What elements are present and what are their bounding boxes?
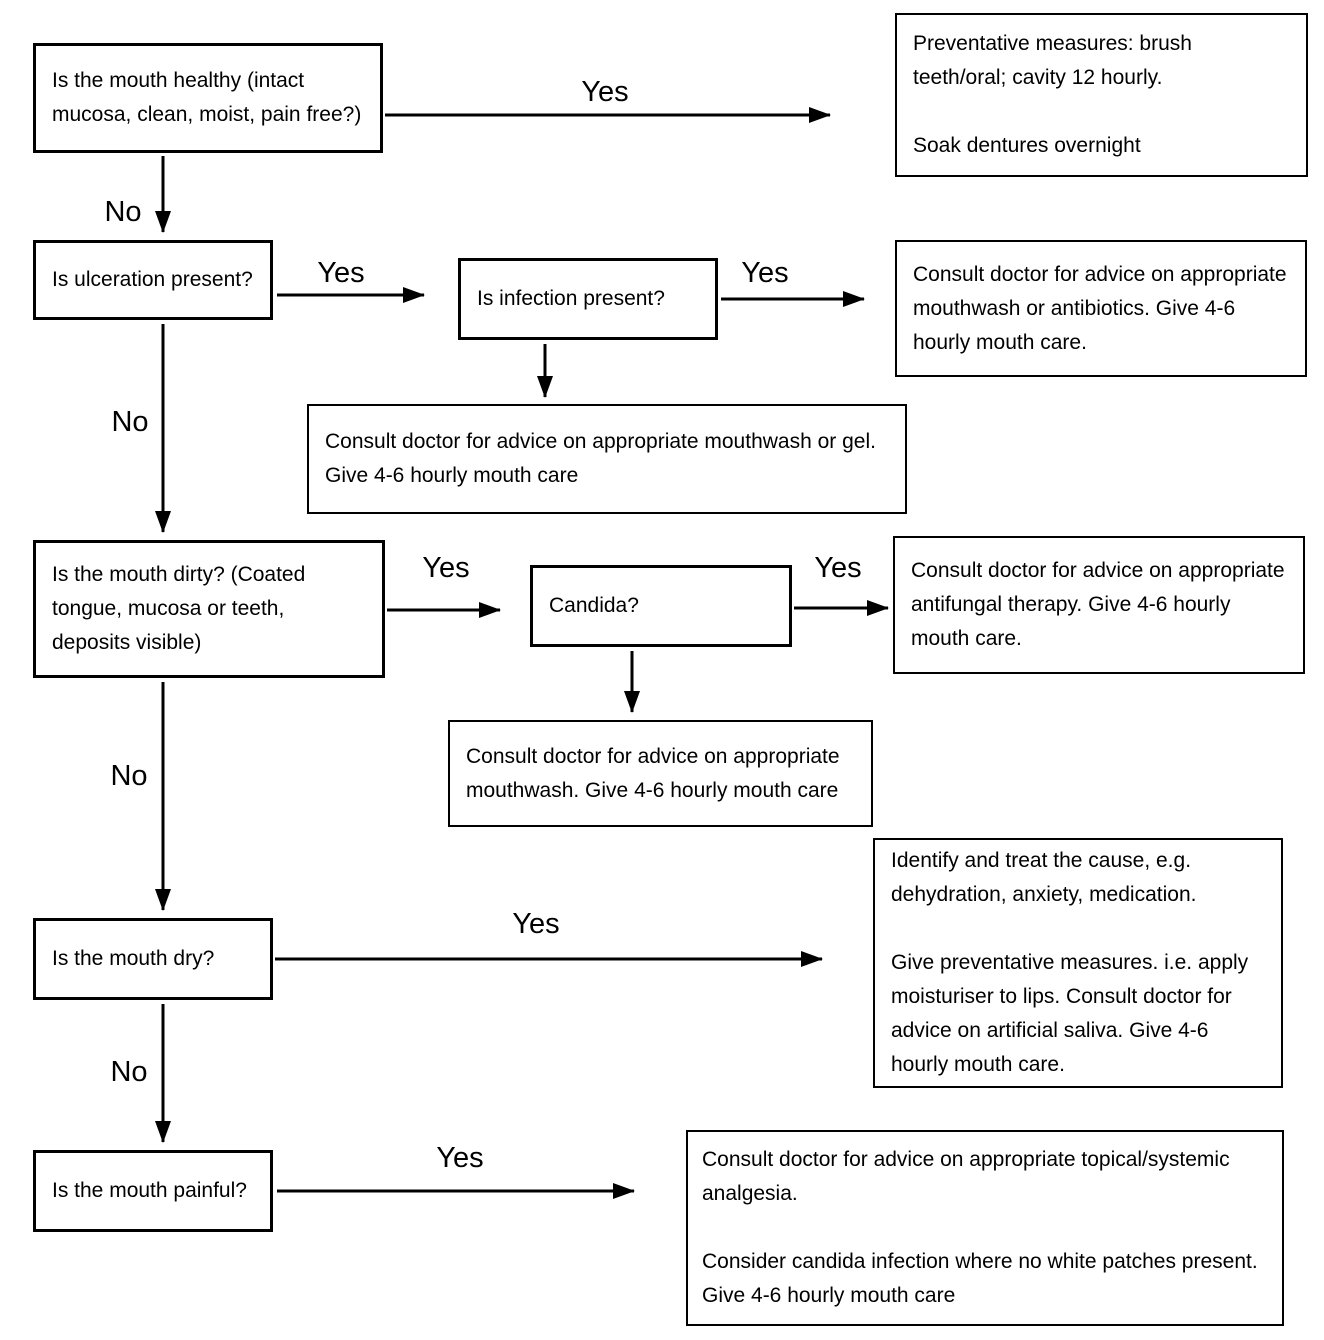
edge-label-dirty-no: No [110, 760, 148, 792]
outcome-candida-no [448, 720, 873, 827]
question-ulceration-text: Is ulceration present? [52, 268, 253, 291]
question-candida-text: Candida? [549, 594, 639, 617]
edge-label-dry-no: No [110, 1056, 148, 1088]
outcome-dry-yes-p2: Give preventative measures. i.e. apply moisturiser to lips. Consult doctor for advice on artificial saliva. Give 4-6 hourly mouth care. [891, 951, 1249, 1076]
edge-label-dirty-yes: Yes [422, 552, 470, 584]
question-mouth-dirty-text: Is the mouth dirty? (Coated tongue, mucosa or teeth, deposits visible) [52, 563, 306, 654]
question-mouth-healthy [33, 43, 383, 153]
edge-label-healthy-yes: Yes [581, 76, 629, 108]
edge-label-ulceration-yes: Yes [317, 257, 365, 289]
outcome-infection-yes [895, 240, 1307, 377]
question-candida [530, 565, 792, 647]
outcome-healthy-yes [895, 13, 1308, 177]
outcome-dry-yes-p1: Identify and treat the cause, e.g. dehydration, anxiety, medication. [891, 849, 1197, 906]
question-mouth-painful-text: Is the mouth painful? [52, 1179, 247, 1202]
question-infection-text: Is infection present? [477, 287, 665, 310]
question-mouth-dry [33, 918, 273, 1000]
question-ulceration [33, 240, 273, 320]
edge-label-dry-yes: Yes [512, 908, 560, 940]
outcome-painful-yes-p2: Consider candida infection where no white patches present. Give 4-6 hourly mouth care [702, 1250, 1258, 1307]
question-mouth-healthy-text: Is the mouth healthy (intact mucosa, clean, moist, pain free?) [52, 69, 362, 126]
outcome-dry-yes [873, 838, 1283, 1088]
outcome-healthy-yes-p1: Preventative measures: brush teeth/oral; cavity 12 hourly. [913, 32, 1192, 89]
outcome-candida-no-p1: Consult doctor for advice on appropriate mouthwash. Give 4-6 hourly mouth care [466, 744, 840, 802]
question-infection [458, 258, 718, 340]
outcome-painful-yes-p1: Consult doctor for advice on appropriate topical/systemic analgesia. [702, 1148, 1230, 1205]
outcome-candida-yes-p1: Consult doctor for advice on appropriate antifungal therapy. Give 4-6 hourly mouth care. [911, 559, 1285, 650]
outcome-infection-no-p1: Consult doctor for advice on appropriate mouthwash or gel. Give 4-6 hourly mouth care [325, 430, 876, 487]
edge-label-candida-yes: Yes [814, 552, 862, 584]
edge-label-ulceration-no: No [111, 406, 149, 438]
question-mouth-dirty [33, 540, 385, 678]
edge-label-infection-yes: Yes [741, 257, 789, 289]
outcome-infection-yes-p1: Consult doctor for advice on appropriate mouthwash or antibiotics. Give 4-6 hourly mouth care. [913, 262, 1287, 354]
outcome-painful-yes [686, 1130, 1284, 1326]
question-mouth-painful [33, 1150, 273, 1232]
question-mouth-dry-text: Is the mouth dry? [52, 947, 215, 970]
outcome-candida-yes [893, 536, 1305, 674]
outcome-infection-no [307, 404, 907, 514]
outcome-healthy-yes-p2: Soak dentures overnight [913, 134, 1141, 157]
edge-label-healthy-no: No [104, 196, 142, 228]
edge-label-painful-yes: Yes [436, 1142, 484, 1174]
